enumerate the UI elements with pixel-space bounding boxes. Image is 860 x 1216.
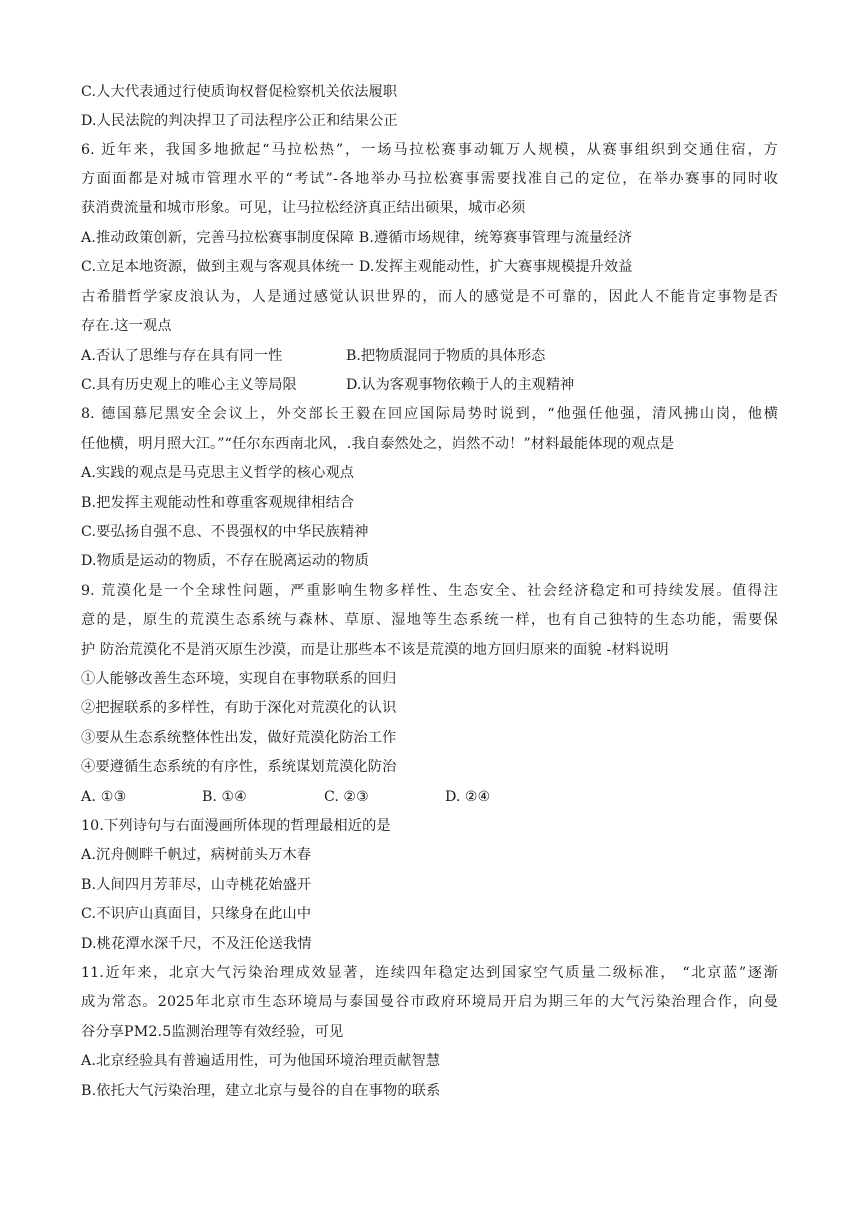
q9-statement-3: ③要从生态系统整体性出发，做好荒漠化防治工作 <box>81 730 397 746</box>
q11-option-b: B.依托大气污染治理，建立北京与曼谷的自在事物的联系 <box>81 1083 441 1099</box>
q6-stem-line-2: 方面面都是对城市管理水平的“考试”-各地举办马拉松赛事需要找准自己的定位，在举办赛事的同时收 <box>81 171 778 187</box>
q6-options-cd: C.立足本地资源，做到主观与客观具体统一 D.发挥主观能动性，扩大赛事规模提升效益 <box>81 259 633 275</box>
q11-option-a: A.北京经验具有普遍适用性，可为他国环境治理贡献智慧 <box>81 1053 441 1069</box>
q10-option-a: A.沉舟侧畔千帆过，病树前头万木春 <box>81 847 312 863</box>
q9-statement-4: ④要遵循生态系统的有序性，系统谋划荒漠化防治 <box>81 759 397 775</box>
q9-stem-line-3: 护 防治荒漠化不是消灭原生沙漠，而是让那些本不该是荒漠的地方回归原来的面貌 -材料说明 <box>81 642 669 658</box>
q9-option-b: B. ①④ <box>202 789 247 805</box>
q7-stem-line-1: 古希腊哲学家皮浪认为，人是通过感觉认识世界的，而人的感觉是不可靠的，因此人不能肯定事物是否 <box>81 289 778 305</box>
q9-option-c: C. ②③ <box>324 789 369 805</box>
q8-option-c: C.要弘扬自强不息、不畏强权的中华民族精神 <box>81 524 369 540</box>
q8-option-a: A.实践的观点是马克思主义哲学的核心观点 <box>81 465 355 481</box>
q9-option-a: A. ①③ <box>81 789 127 805</box>
q8-option-d: D.物质是运动的物质，不存在脱离运动的物质 <box>81 553 370 569</box>
q6-stem-line-1: 6. 近年来，我国多地掀起“马拉松热”，一场马拉松赛事动辄万人规模，从赛事组织到交通住宿，方 <box>81 142 778 158</box>
q9-stem-line-1: 9. 荒漠化是一个全球性问题，严重影响生物多样性、生态安全、社会经济稳定和可持续发展。值得注 <box>81 583 778 599</box>
q8-option-b: B.把发挥主观能动性和尊重客观规律相结合 <box>81 495 355 511</box>
q11-stem-line-2: 成为常态。2025年北京市生态环境局与泰国曼谷市政府环境局开启为期三年的大气污染治理合作，向曼 <box>81 994 778 1010</box>
q11-stem-line-3: 谷分享PM2.5监测治理等有效经验，可见 <box>81 1024 344 1040</box>
q7-option-a: A.否认了思维与存在具有同一性 <box>81 348 283 364</box>
q10-option-b: B.人间四月芳菲尽，山寺桃花始盛开 <box>81 877 312 893</box>
q9-statement-1: ①人能够改善生态环境，实现自在事物联系的回归 <box>81 671 397 687</box>
q7-option-c: C.具有历史观上的唯心主义等局限 <box>81 377 297 393</box>
q8-stem-line-2: 任他横，明月照大江。”“任尔东西南北风，.我自泰然处之，岿然不动！”材料最能体现的观点是 <box>81 436 675 452</box>
q6-stem-line-3: 获消费流量和城市形象。可见，让马拉松经济真正结出硕果，城市必须 <box>81 200 526 216</box>
q10-option-c: C.不识庐山真面目，只缘身在此山中 <box>81 906 312 922</box>
q9-option-d: D. ②④ <box>445 789 491 805</box>
q6-options-ab: A.推动政策创新，完善马拉松赛事制度保障 B.遵循市场规律，统筹赛事管理与流量经济 <box>81 230 633 246</box>
q7-stem-line-2: 存在.这一观点 <box>81 318 172 334</box>
q10-stem: 10.下列诗句与右面漫画所体现的哲理最相近的是 <box>81 818 391 834</box>
q9-statement-2: ②把握联系的多样性，有助于深化对荒漠化的认识 <box>81 700 397 716</box>
q7-option-d: D.认为客观事物依赖于人的主观精神 <box>346 377 575 393</box>
q10-option-d: D.桃花潭水深千尺，不及汪伦送我情 <box>81 936 312 952</box>
q8-stem-line-1: 8. 德国慕尼黑安全会议上，外交部长王毅在回应国际局势时说到，“他强任他强，清风拂山岗，他横 <box>81 406 778 422</box>
q9-stem-line-2: 意的是，原生的荒漠生态系统与森林、草原、湿地等生态系统一样，也有自己独特的生态功能，需要保 <box>81 612 778 628</box>
q7-option-b: B.把物质混同于物质的具体形态 <box>346 348 546 364</box>
q5-option-c: C.人大代表通过行使质询权督促检察机关依法履职 <box>81 84 398 100</box>
q11-stem-line-1: 11.近年来，北京大气污染治理成效显著，连续四年稳定达到国家空气质量二级标准， “北京蓝”逐渐 <box>81 965 778 981</box>
q5-option-d: D.人民法院的判决捍卫了司法程序公正和结果公正 <box>81 113 398 129</box>
